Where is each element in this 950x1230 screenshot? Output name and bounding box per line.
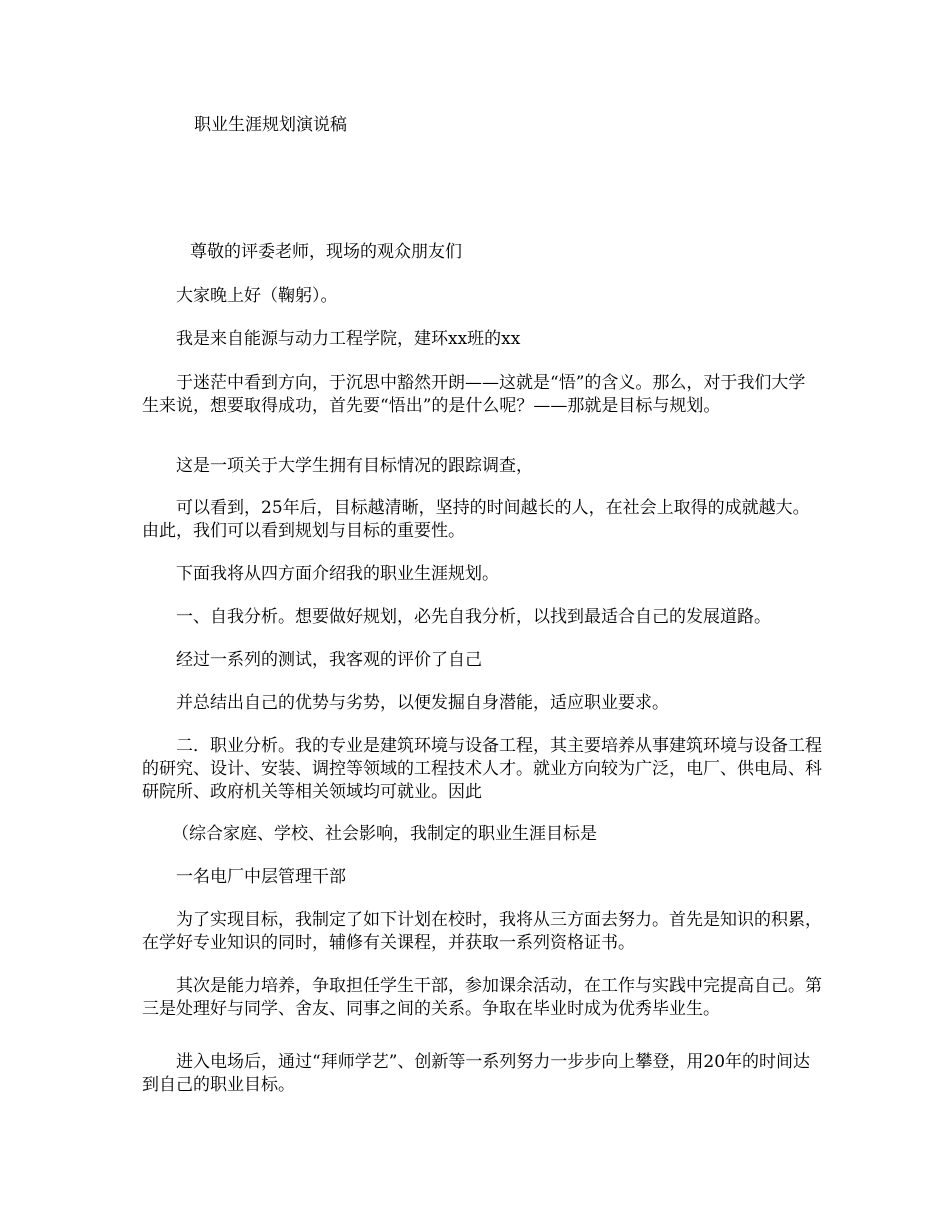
paragraph-self-analysis: 一、自我分析。想要做好规划，必先自我分析，以找到最适合自己的发展道路。 bbox=[176, 607, 771, 627]
paragraph-four-aspects: 下面我将从四方面介绍我的职业生涯规划。 bbox=[176, 564, 499, 584]
paragraph-goal-title: 一名电厂中层管理干部 bbox=[176, 867, 346, 887]
paragraph-career-analysis: 二．职业分析。我的专业是建筑环境与设备工程，其主要培养从事建筑环境与设备工程的研究、设计、安装、调控等领域的工程技术人才。就业方向较为广泛，电厂、供电局、科研院所、政府机关等相关领域均可就业。因此 bbox=[142, 736, 822, 802]
document-title: 职业生涯规划演说稿 bbox=[194, 115, 347, 135]
paragraph-25-years: 可以看到，25年后，目标越清晰，坚持的时间越长的人，在社会上取得的成就越大。由此，我们可以看到规划与目标的重要性。 bbox=[142, 498, 810, 541]
paragraph-career-goal: （综合家庭、学校、社会影响，我制定的职业生涯目标是 bbox=[172, 824, 597, 844]
paragraph-good-evening: 大家晚上好（鞠躬）。 bbox=[176, 286, 338, 306]
paragraph-ability: 其次是能力培养，争取担任学生干部，参加课余活动，在工作与实践中完提高自己。第三是处理好与同学、舍友、同事之间的关系。争取在毕业时成为优秀毕业生。 bbox=[142, 976, 822, 1019]
paragraph-plan: 为了实现目标，我制定了如下计划在校时，我将从三方面去努力。首先是知识的积累，在学好专业知识的同时，辅修有关课程，并获取一系列资格证书。 bbox=[142, 910, 822, 953]
paragraph-tests: 经过一系列的测试，我客观的评价了自己 bbox=[176, 650, 482, 670]
paragraph-strengths: 并总结出自己的优势与劣势，以便发掘自身潜能，适应职业要求。 bbox=[176, 693, 669, 713]
paragraph-self-intro: 我是来自能源与动力工程学院，建环xx班的xx bbox=[176, 329, 521, 349]
paragraph-greeting: 尊敬的评委老师，现场的观众朋友们 bbox=[190, 242, 462, 262]
paragraph-wu-meaning: 于迷茫中看到方向，于沉思中豁然开朗——这就是“悟”的含义。那么，对于我们大学生来说，想要取得成功，首先要“悟出”的是什么呢？——那就是目标与规划。 bbox=[142, 373, 806, 416]
paragraph-survey: 这是一项关于大学生拥有目标情况的跟踪调查， bbox=[176, 456, 533, 476]
paragraph-power-plant: 进入电场后，通过“拜师学艺”、创新等一系列努力一步步向上攀登，用20年的时间达到自己的职业目标。 bbox=[142, 1052, 811, 1095]
